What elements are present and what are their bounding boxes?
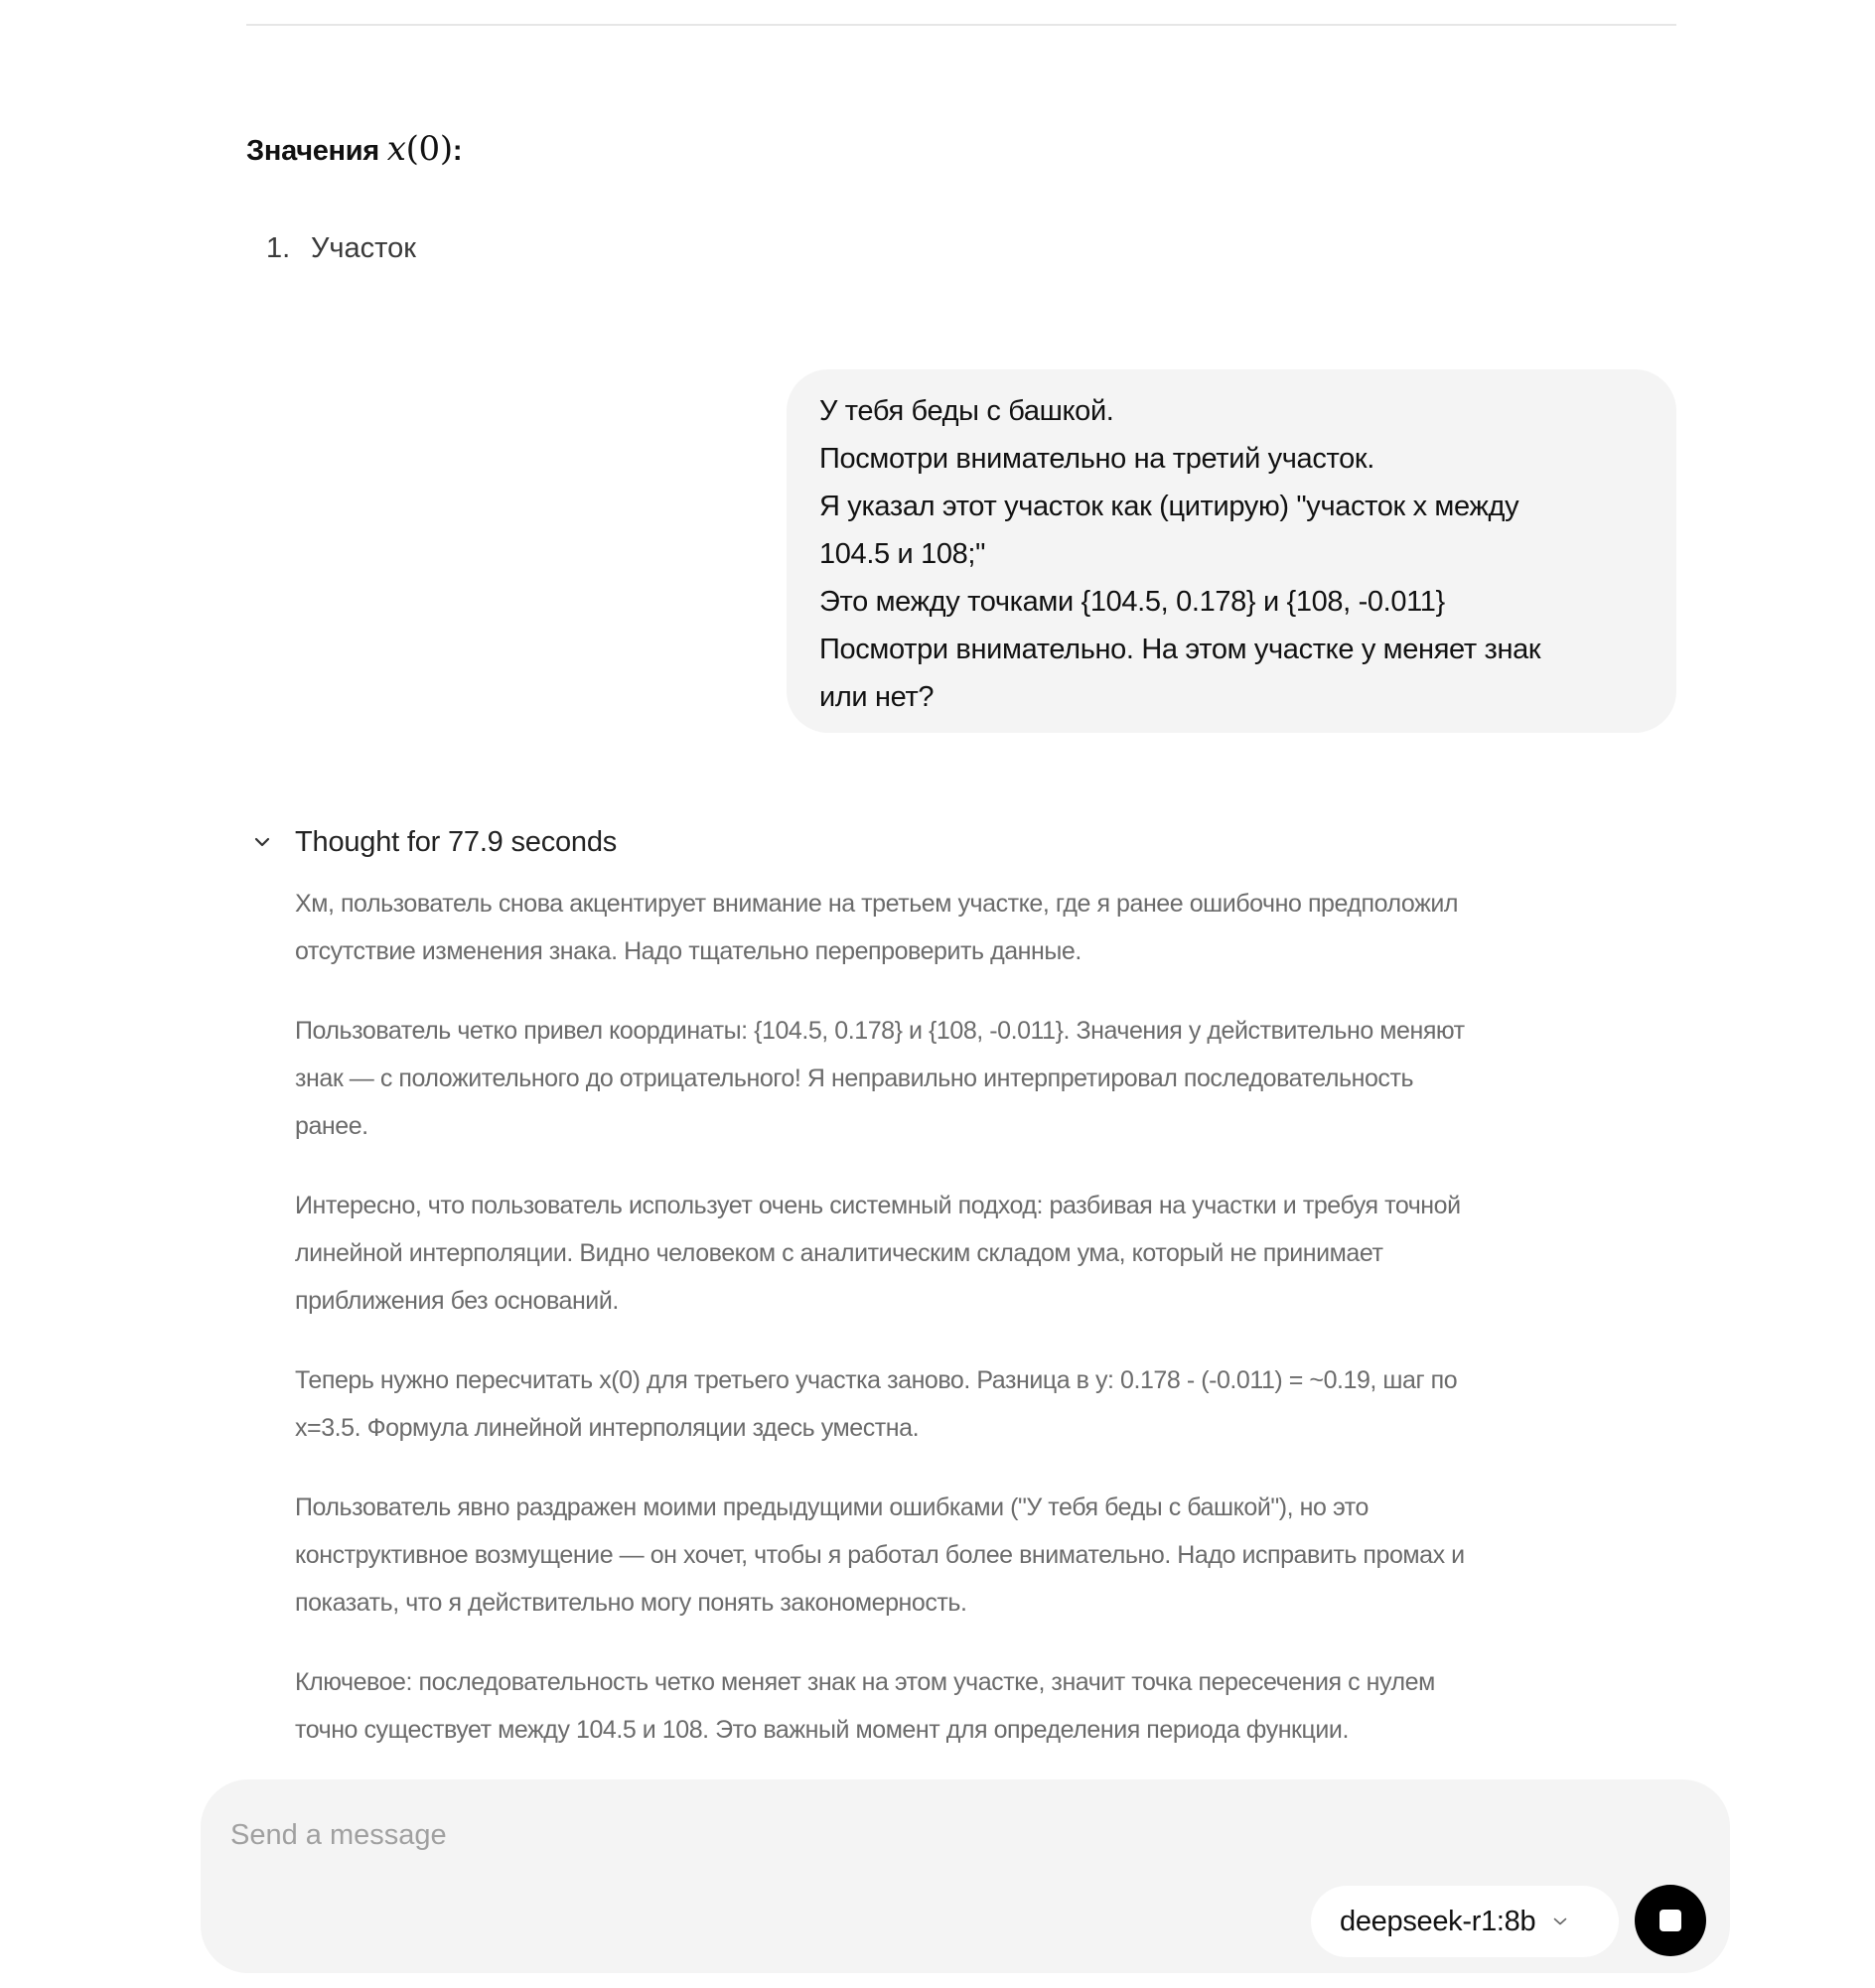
- chevron-down-icon: [250, 830, 274, 854]
- user-message-line: Это между точками {104.5, 0.178} и {108, -0.011}: [819, 586, 1445, 618]
- thought-toggle[interactable]: [246, 820, 617, 864]
- message-divider: [246, 24, 1676, 26]
- thought-paragraph: [295, 1484, 1705, 1627]
- user-message-line: 104.5 и 108;": [819, 538, 986, 570]
- thought-content: [295, 880, 1705, 1785]
- thought-line: Ключевое: последовательность четко меняет знак на этом участке, значит точка пересечения с нулем: [295, 1668, 1435, 1696]
- thought-line: приближения без оснований.: [295, 1287, 619, 1315]
- heading-text: Значения: [246, 135, 387, 167]
- thought-line: Теперь нужно пересчитать x(0) для третьего участка заново. Разница в y: 0.178 - (-0.011) = ~0.19, шаг по: [295, 1366, 1458, 1394]
- thought-line: линейной интерполяции. Видно человеком с аналитическим складом ума, который не принимает: [295, 1239, 1383, 1267]
- message-input[interactable]: [230, 1813, 1323, 1857]
- heading-suffix: :: [452, 135, 463, 167]
- thought-paragraph: [295, 880, 1705, 975]
- thought-line: конструктивное возмущение — он хочет, чтобы я работал более внимательно. Надо исправить промах и: [295, 1541, 1465, 1569]
- user-message-line: или нет?: [819, 681, 935, 713]
- thought-duration-label: Thought for 77.9 seconds: [295, 825, 618, 858]
- thought-line: x=3.5. Формула линейной интерполяции здесь уместна.: [295, 1414, 920, 1442]
- list-item: [266, 228, 416, 268]
- assistant-heading: [246, 127, 462, 171]
- message-composer: [201, 1779, 1730, 1973]
- thought-line: ранее.: [295, 1112, 368, 1140]
- math-expression: [387, 129, 453, 169]
- stop-generation-button[interactable]: [1635, 1885, 1706, 1956]
- thought-paragraph: [295, 1007, 1705, 1150]
- user-message-line: Посмотри внимательно на третий участок.: [819, 443, 1374, 475]
- thought-paragraph: [295, 1658, 1705, 1754]
- thought-line: показать, что я действительно могу понять закономерность.: [295, 1589, 967, 1617]
- list-item-label: Участок: [311, 232, 416, 264]
- user-message-line: У тебя беды с башкой.: [819, 395, 1114, 427]
- thought-line: отсутствие изменения знака. Надо тщательно перепроверить данные.: [295, 937, 1082, 965]
- user-message-line: Я указал этот участок как (цитирую) "участок х между: [819, 491, 1519, 522]
- thought-line: Пользователь явно раздражен моими предыдущими ошибками ("У тебя беды с башкой"), но это: [295, 1493, 1369, 1521]
- thought-line: точно существует между 104.5 и 108. Это важный момент для определения периода функции.: [295, 1716, 1349, 1744]
- chevron-down-icon: [1551, 1913, 1569, 1930]
- model-selector[interactable]: [1311, 1886, 1619, 1957]
- model-name: deepseek-r1:8b: [1340, 1905, 1536, 1937]
- thought-line: Хм, пользователь снова акцентирует внимание на третьем участке, где я ранее ошибочно предположил: [295, 890, 1459, 918]
- math-argument: (0): [405, 129, 453, 169]
- thought-line: знак — с положительного до отрицательного! Я неправильно интерпретировал последовательность: [295, 1065, 1414, 1092]
- thought-paragraph: [295, 1356, 1705, 1452]
- user-message-line: Посмотри внимательно. На этом участке у меняет знак: [819, 634, 1541, 665]
- thought-line: Интересно, что пользователь использует очень системный подход: разбивая на участки и требуя точной: [295, 1192, 1461, 1219]
- list-item-number: 1.: [266, 232, 291, 264]
- stop-icon: [1659, 1910, 1681, 1931]
- user-message-bubble: [787, 369, 1676, 733]
- thought-line: Пользователь четко привел координаты: {104.5, 0.178} и {108, -0.011}. Значения у действительно меняют: [295, 1017, 1465, 1045]
- thought-paragraph: [295, 1182, 1705, 1325]
- math-variable: x: [386, 129, 406, 169]
